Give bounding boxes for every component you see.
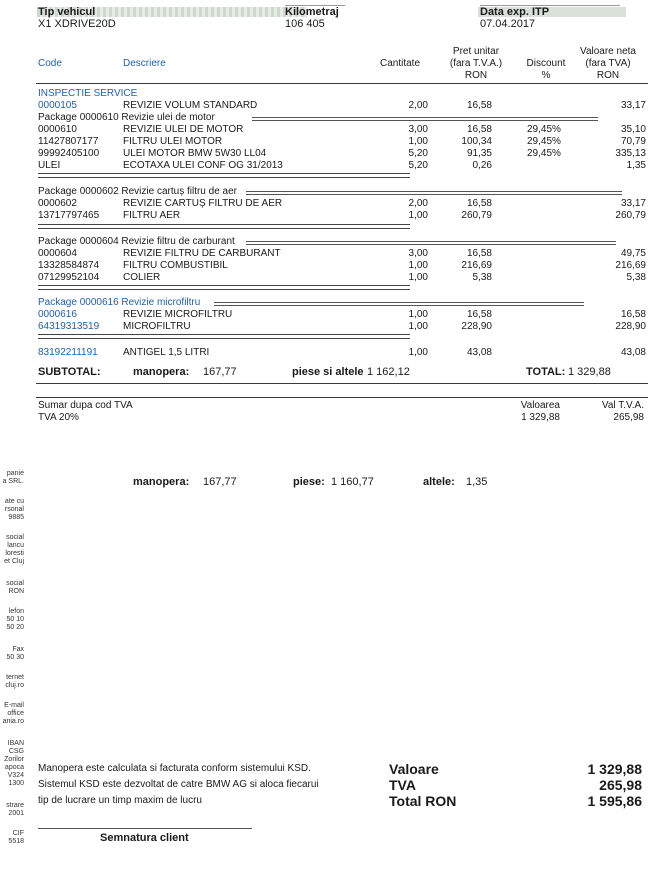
package-rule (246, 191, 622, 195)
col-value-header-3: RON (596, 70, 620, 81)
row-code: 0000602 (38, 198, 77, 209)
row-qty: 2,00 (408, 100, 428, 111)
row-value: 1,35 (626, 160, 646, 171)
row-desc: REVIZIE FILTRU DE CARBURANT (123, 248, 281, 259)
row-value: 70,79 (620, 136, 646, 147)
itp-value: 07.04.2017 (480, 18, 536, 30)
breakdown-manopera-label: manopera: (133, 476, 190, 488)
row-code: 13328584874 (38, 260, 100, 271)
row-qty: 1,00 (408, 321, 428, 332)
tva-val-label: Val T.V.A. (601, 400, 644, 411)
sidebar-capital: social RON (6, 580, 24, 595)
row-price: 0,26 (472, 160, 492, 171)
row-price: 216,69 (461, 260, 492, 271)
tva-val-value: 265,98 (613, 412, 644, 423)
package-rule (214, 302, 584, 306)
row-desc: FILTRU COMBUSTIBIL (123, 260, 228, 271)
tva-valoarea-value: 1 329,88 (521, 412, 560, 423)
row-qty: 1,00 (408, 347, 428, 358)
row-value: 5,38 (626, 272, 646, 283)
vehicle-type-value: X1 XDRIVE20D (38, 18, 116, 30)
tva-valoarea-label: Valoarea (520, 400, 560, 411)
row-qty: 1,00 (408, 210, 428, 221)
totals-total-value: 1 595,86 (587, 793, 642, 809)
row-code: 0000610 (38, 124, 77, 135)
itp-label: Data exp. ITP (480, 6, 550, 18)
totals-tva-value: 265,98 (599, 777, 642, 793)
row-qty: 5,20 (408, 160, 428, 171)
sidebar-phone: lefon 50 10 50 20 (6, 608, 24, 631)
row-price: 16,58 (466, 100, 492, 111)
sidebar-registration: strare 2001 (6, 802, 24, 817)
row-desc: ECOTAXA ULEI CONF OG 31/2013 (123, 160, 283, 171)
row-value: 35,10 (620, 124, 646, 135)
row-value: 228,90 (615, 321, 646, 332)
package-end-rule (38, 334, 410, 339)
row-desc: REVIZIE CARTUȘ FILTRU DE AER (123, 198, 283, 209)
km-label: Kilometraj (285, 6, 339, 18)
package-end-rule (38, 285, 410, 290)
col-value-header-1: Valoare neta (580, 46, 636, 57)
sidebar-email: E-mail office ania.ro (2, 702, 24, 725)
subtotal-total-value: 1 329,88 (568, 366, 611, 378)
row-qty: 1,00 (408, 272, 428, 283)
row-code: 83192211191 (38, 347, 98, 358)
row-price: 16,58 (466, 198, 492, 209)
row-desc: MICROFILTRU (123, 321, 191, 332)
note-line-1: Manopera este calculata si facturata conform sistemului KSD. (38, 763, 311, 774)
row-code: 13717797465 (38, 210, 100, 221)
col-value-header-2: (fara TVA) (585, 58, 631, 69)
col-price-header-2: (fara T.V.A.) (449, 58, 503, 69)
signature-label: Semnatura client (100, 832, 189, 844)
row-price: 5,38 (472, 272, 492, 283)
sidebar-registry: ate cu rsonal 9885 (4, 498, 24, 521)
row-price: 16,58 (466, 124, 492, 135)
col-qty-header: Cantitate (380, 58, 421, 69)
note-line-3: tip de lucrare un timp maxim de lucru (38, 795, 202, 806)
row-code: 07129952104 (38, 272, 100, 283)
sidebar-fax: Fax 50 30 (6, 646, 24, 661)
row-code: 99992405100 (38, 148, 100, 159)
row-price: 16,58 (466, 248, 492, 259)
breakdown-altele-label: altele: (423, 476, 455, 488)
tva-top-rule (36, 397, 648, 398)
sidebar-address: social lancu loresti et Cluj (4, 534, 24, 565)
row-desc: REVIZIE MICROFILTRU (123, 309, 233, 320)
subtotal-label: SUBTOTAL: (38, 366, 101, 378)
row-desc: COLIER (123, 272, 161, 283)
row-desc: ANTIGEL 1,5 LITRI (123, 347, 210, 358)
breakdown-piese-value: 1 160,77 (331, 476, 374, 488)
subtotal-manopera-label: manopera: (133, 366, 190, 378)
vehicle-type-label: Tip vehicul (38, 6, 96, 18)
package-title: Package 0000616 Revizie microfiltru (38, 297, 201, 308)
subtotal-manopera-value: 167,77 (203, 366, 237, 378)
totals-tva-label: TVA (389, 777, 416, 793)
package-rule (246, 241, 616, 245)
row-value: 16,58 (620, 309, 646, 320)
row-code: ULEI (38, 160, 61, 171)
row-value: 216,69 (615, 260, 646, 271)
sidebar-cif: CIF 5518 (8, 830, 24, 845)
cropped-text (480, 0, 620, 6)
row-price: 16,58 (466, 309, 492, 320)
row-price: 260,79 (461, 210, 492, 221)
section-title: INSPECTIE SERVICE (38, 88, 138, 99)
tva-summary-title: Sumar dupa cod TVA (38, 400, 133, 411)
row-desc: FILTRU AER (123, 210, 181, 221)
breakdown-altele-value: 1,35 (466, 476, 488, 488)
row-discount: 29,45% (527, 148, 561, 159)
package-title: Package 0000602 Revizie cartuș filtru de aer (38, 186, 238, 197)
col-desc-header: Descriere (123, 58, 166, 69)
row-code: 11427807177 (38, 136, 99, 147)
subtotal-divider (36, 383, 648, 384)
row-code: 0000616 (38, 309, 77, 320)
row-desc: REVIZIE ULEI DE MOTOR (123, 124, 244, 135)
row-value: 335,13 (615, 148, 646, 159)
row-desc: REVIZIE VOLUM STANDARD (123, 100, 258, 111)
col-discount-header-2: % (541, 70, 551, 81)
row-value: 33,17 (620, 198, 646, 209)
col-code-header: Code (38, 58, 62, 69)
sidebar-iban: IBAN CSG Zorilor apoca V324 1300 (4, 740, 24, 787)
row-code: 64319313519 (38, 321, 100, 332)
row-discount: 29,45% (527, 136, 561, 147)
note-line-2: Sistemul KSD este dezvoltat de catre BMW AG si aloca fiecarui (38, 779, 319, 790)
row-price: 228,90 (461, 321, 492, 332)
row-qty: 1,00 (408, 309, 428, 320)
row-value: 260,79 (615, 210, 646, 221)
row-price: 91,35 (466, 148, 492, 159)
totals-valoare-value: 1 329,88 (587, 761, 642, 777)
row-price: 43,08 (466, 347, 492, 358)
subtotal-total-label: TOTAL: (526, 366, 566, 378)
row-value: 49,75 (620, 248, 646, 259)
package-end-rule (38, 224, 410, 229)
cropped-text (285, 0, 345, 6)
row-value: 33,17 (620, 100, 646, 111)
sidebar-company: panie a SRL. (2, 470, 24, 485)
row-qty: 1,00 (408, 136, 428, 147)
tva-row-label: TVA 20% (38, 412, 79, 423)
subtotal-piese-value: 1 162,12 (367, 366, 410, 378)
row-code: 0000604 (38, 248, 77, 259)
row-qty: 5,20 (408, 148, 428, 159)
row-qty: 1,00 (408, 260, 428, 271)
package-title: Package 0000610 Revizie ulei de motor (38, 112, 215, 123)
row-qty: 2,00 (408, 198, 428, 209)
signature-line (38, 828, 252, 829)
col-price-header-3: RON (464, 70, 488, 81)
row-qty: 3,00 (408, 248, 428, 259)
package-rule (252, 117, 598, 121)
row-value: 43,08 (620, 347, 646, 358)
header-divider (36, 83, 648, 84)
breakdown-manopera-value: 167,77 (203, 476, 237, 488)
col-price-header-1: Pret unitar (452, 46, 500, 57)
row-price: 100,34 (461, 136, 492, 147)
km-value: 106 405 (285, 18, 325, 30)
breakdown-piese-label: piese: (293, 476, 325, 488)
totals-valoare-label: Valoare (389, 761, 439, 777)
row-desc: FILTRU ULEI MOTOR (123, 136, 223, 147)
row-qty: 3,00 (408, 124, 428, 135)
row-code: 0000105 (38, 100, 77, 111)
package-end-rule (38, 173, 410, 178)
col-discount-header-1: Discount (526, 58, 566, 69)
subtotal-piese-label: piese si altele (292, 366, 364, 378)
totals-total-label: Total RON (389, 793, 457, 809)
row-discount: 29,45% (527, 124, 561, 135)
package-title: Package 0000604 Revizie filtru de carburant (38, 236, 235, 247)
sidebar-internet: ternet cluj.ro (5, 674, 24, 689)
row-desc: ULEI MOTOR BMW 5W30 LL04 (123, 148, 267, 159)
